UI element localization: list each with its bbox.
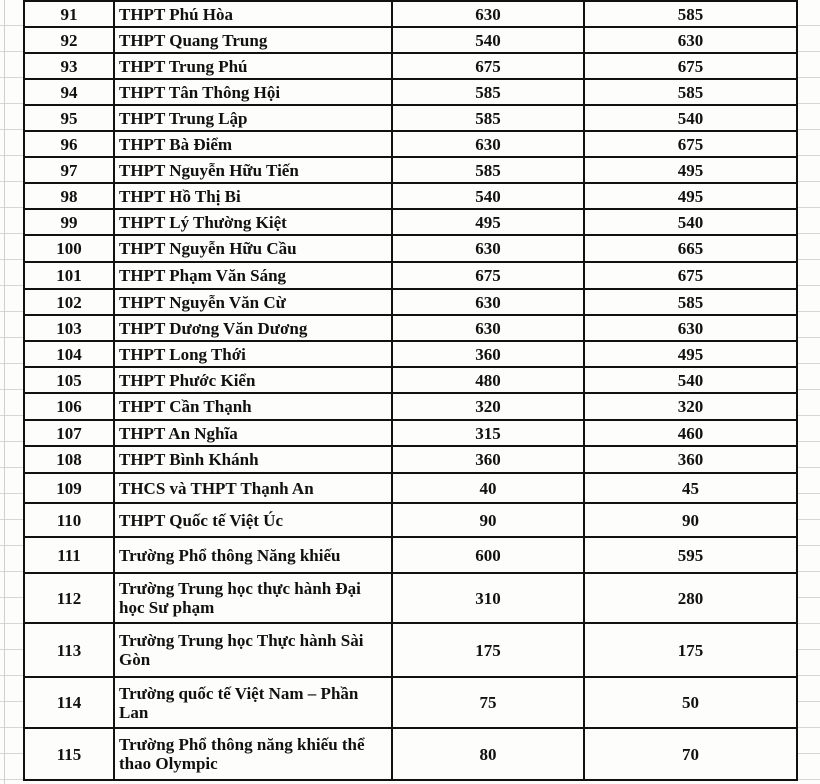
table-row xyxy=(24,315,797,341)
quota-column-2: 70 xyxy=(584,728,797,780)
quota-column-2: 175 xyxy=(584,623,797,677)
row-number: 100 xyxy=(24,235,114,262)
school-name: Trường Trung học thực hành Đại học Sư phạm xyxy=(114,573,392,623)
row-number: 111 xyxy=(24,537,114,573)
school-name: THPT Hồ Thị Bi xyxy=(114,183,392,209)
quota-column-2: 495 xyxy=(584,341,797,367)
row-number: 114 xyxy=(24,677,114,728)
quota-column-2: 320 xyxy=(584,393,797,420)
row-number: 102 xyxy=(24,289,114,315)
school-name: Trường Phổ thông Năng khiếu xyxy=(114,537,392,573)
quota-column-1: 585 xyxy=(392,79,584,105)
quota-column-1: 585 xyxy=(392,157,584,183)
table-row xyxy=(24,131,797,157)
sheet-gridline xyxy=(4,0,5,784)
quota-column-2: 585 xyxy=(584,79,797,105)
quota-column-2: 595 xyxy=(584,537,797,573)
school-name: THPT Phước Kiển xyxy=(114,367,392,393)
table-row xyxy=(24,27,797,53)
table-row xyxy=(24,503,797,537)
quota-column-1: 360 xyxy=(392,446,584,473)
row-number: 92 xyxy=(24,27,114,53)
row-number: 108 xyxy=(24,446,114,473)
quota-column-2: 495 xyxy=(584,183,797,209)
table-row xyxy=(24,289,797,315)
table-row xyxy=(24,209,797,235)
row-number: 93 xyxy=(24,53,114,79)
school-name: THPT Phú Hòa xyxy=(114,1,392,27)
quota-column-1: 675 xyxy=(392,262,584,289)
table-row xyxy=(24,157,797,183)
row-number: 110 xyxy=(24,503,114,537)
row-number: 106 xyxy=(24,393,114,420)
row-number: 115 xyxy=(24,728,114,780)
school-name: THPT Nguyễn Hữu Cầu xyxy=(114,235,392,262)
quota-column-1: 630 xyxy=(392,131,584,157)
school-name: THPT Bà Điểm xyxy=(114,131,392,157)
school-name: THPT Nguyễn Văn Cừ xyxy=(114,289,392,315)
quota-column-2: 540 xyxy=(584,209,797,235)
school-name: THPT Trung Lập xyxy=(114,105,392,131)
row-number: 99 xyxy=(24,209,114,235)
table-row xyxy=(24,446,797,473)
table-row xyxy=(24,393,797,420)
school-name: THPT Tân Thông Hội xyxy=(114,79,392,105)
school-name: THPT Trung Phú xyxy=(114,53,392,79)
row-number: 96 xyxy=(24,131,114,157)
school-name: THPT An Nghĩa xyxy=(114,420,392,446)
row-number: 107 xyxy=(24,420,114,446)
quota-column-1: 75 xyxy=(392,677,584,728)
quota-column-2: 585 xyxy=(584,289,797,315)
row-number: 104 xyxy=(24,341,114,367)
quota-column-1: 480 xyxy=(392,367,584,393)
row-number: 112 xyxy=(24,573,114,623)
school-name: THPT Bình Khánh xyxy=(114,446,392,473)
quota-column-1: 495 xyxy=(392,209,584,235)
quota-column-2: 540 xyxy=(584,367,797,393)
quota-column-1: 90 xyxy=(392,503,584,537)
school-name: THPT Cần Thạnh xyxy=(114,393,392,420)
quota-column-1: 630 xyxy=(392,235,584,262)
quota-column-2: 90 xyxy=(584,503,797,537)
quota-column-2: 585 xyxy=(584,1,797,27)
table-row xyxy=(24,677,797,728)
table-row xyxy=(24,235,797,262)
row-number: 95 xyxy=(24,105,114,131)
quota-column-1: 40 xyxy=(392,473,584,503)
table-row xyxy=(24,53,797,79)
quota-column-1: 175 xyxy=(392,623,584,677)
table-row xyxy=(24,367,797,393)
school-name: Trường Trung học Thực hành Sài Gòn xyxy=(114,623,392,677)
quota-column-1: 80 xyxy=(392,728,584,780)
school-quota-table xyxy=(23,0,798,781)
quota-column-2: 495 xyxy=(584,157,797,183)
table-row xyxy=(24,473,797,503)
table-row xyxy=(24,728,797,780)
school-name: Trường Phổ thông năng khiếu thể thao Olympic xyxy=(114,728,392,780)
quota-column-1: 360 xyxy=(392,341,584,367)
quota-column-1: 310 xyxy=(392,573,584,623)
table-row xyxy=(24,420,797,446)
school-name: THPT Phạm Văn Sáng xyxy=(114,262,392,289)
quota-column-2: 675 xyxy=(584,53,797,79)
quota-column-2: 360 xyxy=(584,446,797,473)
quota-column-1: 320 xyxy=(392,393,584,420)
row-number: 113 xyxy=(24,623,114,677)
school-name: THPT Quang Trung xyxy=(114,27,392,53)
quota-column-1: 630 xyxy=(392,1,584,27)
quota-column-2: 50 xyxy=(584,677,797,728)
table-row xyxy=(24,537,797,573)
school-name: THCS và THPT Thạnh An xyxy=(114,473,392,503)
table-row xyxy=(24,79,797,105)
row-number: 94 xyxy=(24,79,114,105)
quota-column-1: 630 xyxy=(392,289,584,315)
school-name: THPT Long Thới xyxy=(114,341,392,367)
row-number: 97 xyxy=(24,157,114,183)
table-row xyxy=(24,105,797,131)
school-name: THPT Lý Thường Kiệt xyxy=(114,209,392,235)
table-row xyxy=(24,1,797,27)
quota-column-1: 630 xyxy=(392,315,584,341)
row-number: 101 xyxy=(24,262,114,289)
school-name: THPT Nguyễn Hữu Tiến xyxy=(114,157,392,183)
quota-column-2: 280 xyxy=(584,573,797,623)
row-number: 103 xyxy=(24,315,114,341)
table-row xyxy=(24,183,797,209)
quota-column-2: 675 xyxy=(584,262,797,289)
quota-column-2: 630 xyxy=(584,315,797,341)
quota-column-1: 600 xyxy=(392,537,584,573)
row-number: 109 xyxy=(24,473,114,503)
school-name: Trường quốc tế Việt Nam – Phần Lan xyxy=(114,677,392,728)
school-name: THPT Dương Văn Dương xyxy=(114,315,392,341)
table-row xyxy=(24,623,797,677)
school-name: THPT Quốc tế Việt Úc xyxy=(114,503,392,537)
quota-column-2: 540 xyxy=(584,105,797,131)
table-row xyxy=(24,573,797,623)
quota-column-2: 460 xyxy=(584,420,797,446)
row-number: 105 xyxy=(24,367,114,393)
quota-column-1: 585 xyxy=(392,105,584,131)
quota-column-1: 540 xyxy=(392,27,584,53)
quota-column-1: 675 xyxy=(392,53,584,79)
table-row xyxy=(24,341,797,367)
quota-column-2: 665 xyxy=(584,235,797,262)
quota-column-2: 630 xyxy=(584,27,797,53)
quota-column-2: 45 xyxy=(584,473,797,503)
row-number: 91 xyxy=(24,1,114,27)
table-row xyxy=(24,262,797,289)
quota-column-2: 675 xyxy=(584,131,797,157)
quota-column-1: 540 xyxy=(392,183,584,209)
quota-column-1: 315 xyxy=(392,420,584,446)
row-number: 98 xyxy=(24,183,114,209)
